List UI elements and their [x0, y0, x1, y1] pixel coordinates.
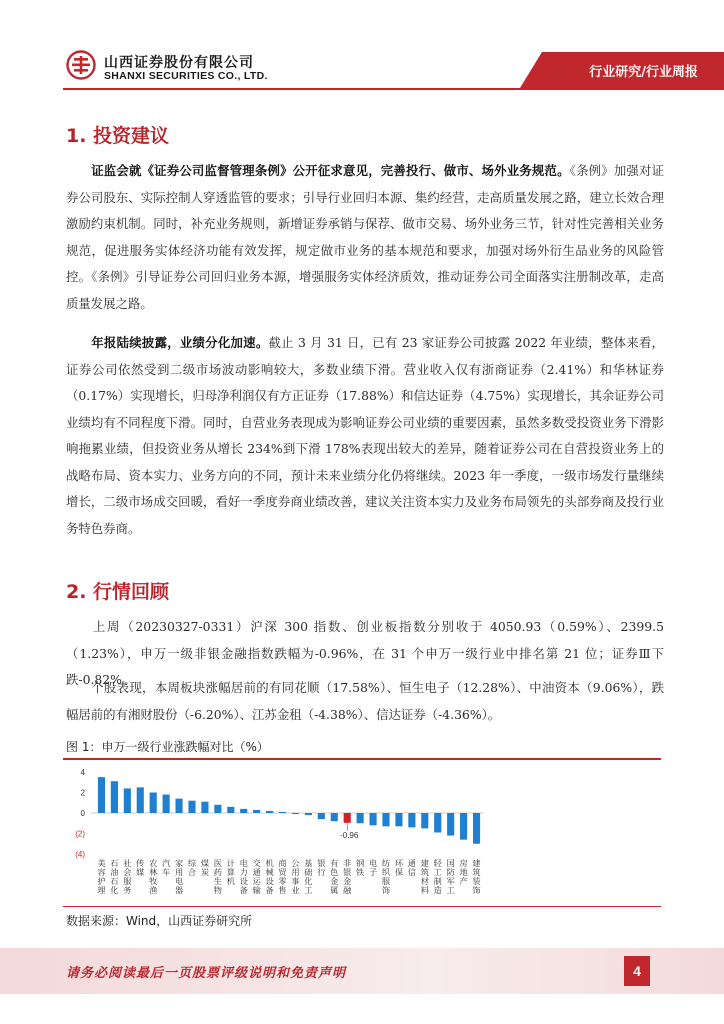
industry-change-bar-chart — [63, 760, 661, 905]
paragraph-index-review-body: 上周（20230327-0331）沪深 300 指数、创业板指数分别收于 4050.93（0.59%）、2399.5（1.23%），申万一级非银金融指数跌幅为-0.96%，在 31 个申万一级行业中排名第 21 位；证券Ⅲ下跌-0.82%。 — [66, 619, 664, 687]
x-tick-label: 国防军工 — [446, 858, 455, 895]
paragraph-regulation-body: 《条例》加强对证券公司股东、实际控制人穿透监管的要求；引导行业回归本源、集约经营，走高质量发展之路，建立长效合理激励约束机制。同时，补充业务规则，新增证券承销与保荐、做市交易、场外业务三节，针对性完善相关业务规范，促进服务实体经济功能有效发挥，规定做市业务的基本规范和要求，加强对场外衍生品业务的风险管控。《条例》引导证券公司回归业务本源，增强服务实体经济质效，推动证券公司全面落实注册制改革，走高质量发展之路。 — [66, 163, 665, 311]
bar-计算机 — [227, 807, 234, 813]
x-tick-label: 农林牧渔 — [149, 858, 158, 895]
bar-家用电器 — [176, 799, 183, 813]
bar-机械设备 — [266, 811, 273, 813]
bar-有色金属 — [331, 813, 338, 821]
x-tick-label: 有色金属 — [330, 858, 339, 895]
x-tick-label: 计算机 — [226, 858, 235, 886]
bar-汽车 — [163, 795, 170, 813]
x-tick-label: 煤炭 — [200, 858, 210, 877]
company-name-en: SHANXI SECURITIES CO., LTD. — [104, 70, 268, 82]
bar-建筑装饰 — [473, 813, 480, 844]
report-tag: 行业研究/行业周报 — [589, 65, 698, 80]
paragraph-earnings — [66, 330, 664, 542]
y-tick-label: 4 — [80, 768, 85, 777]
shanxi-securities-logo-icon — [66, 50, 96, 80]
bar-建筑材料 — [421, 813, 428, 828]
bar-轻工制造 — [434, 813, 441, 832]
bar-电子 — [370, 813, 377, 825]
bar-钢铁 — [357, 813, 364, 823]
x-tick-label: 建筑材料 — [420, 858, 429, 895]
y-tick-label: (2) — [75, 829, 85, 839]
bar-商贸零售 — [279, 812, 286, 813]
section-heading-investment: 1. 投资建议 — [66, 125, 170, 147]
x-tick-label: 传媒 — [136, 858, 145, 877]
x-tick-label: 轻工制造 — [433, 858, 442, 895]
data-label-annotation: -0.96 — [340, 830, 359, 840]
footer-disclaimer: 请务必阅读最后一页股票评级说明和免责声明 — [66, 966, 347, 981]
paragraph-stock-review — [66, 675, 664, 728]
bar-纺织服饰 — [382, 813, 389, 826]
figure-bottom-rule — [63, 906, 661, 907]
bar-公用事业 — [292, 813, 299, 814]
x-tick-label: 环保 — [394, 858, 404, 877]
bar-房地产 — [460, 813, 467, 840]
bar-石油石化 — [111, 781, 118, 813]
figure-title: 图 1：申万一级行业涨跌幅对比（%） — [66, 740, 269, 754]
company-name-cn: 山西证券股份有限公司 — [104, 55, 254, 71]
bar-社会服务 — [124, 788, 131, 813]
x-tick-label: 综合 — [187, 858, 197, 877]
x-tick-label: 公用事业 — [291, 858, 300, 895]
paragraph-earnings-lead: 年报陆续披露，业绩分化加速。 — [91, 335, 269, 350]
figure-source: 数据来源：Wind，山西证券研究所 — [66, 914, 253, 928]
bar-传媒 — [137, 787, 144, 813]
x-tick-label: 房地产 — [459, 858, 468, 886]
bar-非银金融 — [344, 813, 351, 823]
y-tick-label: 0 — [80, 809, 85, 818]
paragraph-regulation — [66, 158, 664, 317]
x-tick-label: 银行 — [317, 858, 326, 877]
bar-电力设备 — [240, 809, 247, 813]
bar-综合 — [188, 801, 195, 813]
bar-医药生物 — [214, 805, 221, 813]
y-tick-label: (4) — [75, 850, 85, 859]
x-tick-label: 非银金融 — [343, 858, 352, 895]
page-header — [0, 0, 724, 94]
paragraph-stock-review-body: 个股表现，本周板块涨幅居前的有同花顺（17.58%）、恒生电子（12.28%）、中油资本（9.06%），跌幅居前的有湘财股份（-6.20%）、江苏金租（-4.38%）、信达证券（-4.36%）。 — [66, 680, 664, 722]
section-heading-market-review: 2. 行情回顾 — [66, 581, 170, 603]
paragraph-earnings-body: 截止 3 月 31 日，已有 23 家证券公司披露 2022 年业绩，整体来看，证券公司依然受到二级市场波动影响较大，多数业绩下滑。营业收入仅有浙商证券（2.41%）和华林证券（0.17%）实现增长，归母净利润仅有方正证券（17.88%）和信达证券（4.75%）实现增长，其余证券公司业绩均有不同程度下滑。同时，自营业务表现成为影响证券公司业绩的重要因素，虽然多数受投资业务下滑影响拖累业绩，但投资业务从增长 234%到下滑 178%表现出较大的差异，随着证券公司在自营投资业务上的战略布局、资本实力、业务方向的不同，预计未来业绩分化仍将继续。2023 年一季度，一级市场发行量继续增长，二级市场成交回暖，看好一季度券商业绩改善，建议关注资本实力及业务布局领先的头部券商及投行业务特色券商。 — [66, 335, 664, 536]
x-tick-label: 电子 — [368, 858, 378, 877]
bar-交通运输 — [253, 810, 260, 813]
x-tick-label: 交通运输 — [252, 858, 261, 895]
header-divider — [63, 88, 724, 90]
x-tick-label: 钢铁 — [356, 858, 365, 877]
bar-通信 — [408, 813, 415, 827]
bar-农林牧渔 — [150, 793, 157, 814]
x-tick-label: 社会服务 — [123, 858, 132, 895]
x-tick-label: 石油石化 — [110, 858, 119, 895]
x-tick-label: 纺织服饰 — [381, 858, 391, 895]
page-number: 4 — [624, 956, 650, 986]
x-tick-label: 商贸零售 — [278, 858, 287, 895]
bar-银行 — [318, 813, 325, 819]
bar-煤炭 — [201, 802, 208, 813]
x-tick-label: 基础化工 — [304, 858, 313, 895]
x-tick-label: 建筑装饰 — [472, 858, 481, 895]
x-tick-label: 医药生物 — [213, 858, 222, 895]
x-tick-label: 通信 — [407, 858, 416, 877]
bar-国防军工 — [447, 813, 454, 836]
x-tick-label: 汽车 — [162, 858, 171, 877]
bar-基础化工 — [305, 813, 312, 815]
bar-美容护理 — [98, 777, 105, 813]
bar-环保 — [395, 813, 402, 826]
y-tick-label: 2 — [80, 788, 85, 798]
x-tick-label: 家用电器 — [174, 858, 184, 895]
x-tick-label: 美容护理 — [97, 858, 106, 895]
x-tick-label: 机械设备 — [265, 858, 274, 895]
paragraph-regulation-lead: 证监会就《证券公司监督管理条例》公开征求意见，完善投行、做市、场外业务规范。 — [91, 163, 570, 178]
x-tick-label: 电力设备 — [239, 858, 248, 895]
